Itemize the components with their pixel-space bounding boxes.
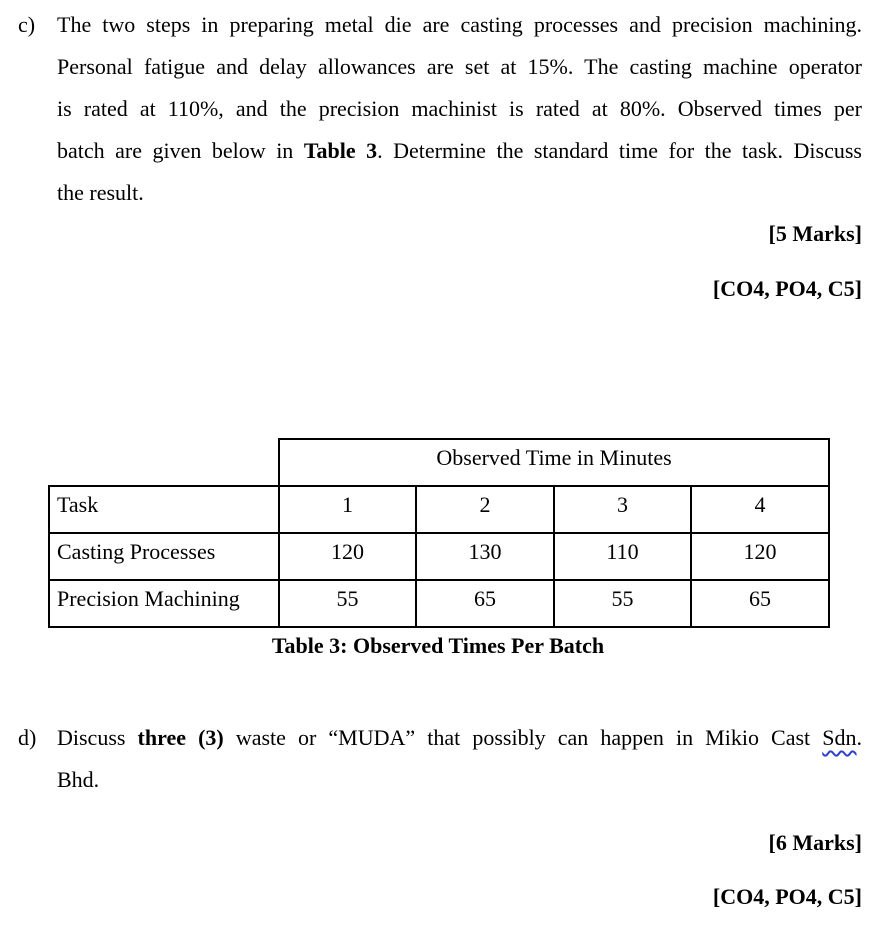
casting-processes-label-cell: Casting Processes xyxy=(49,533,279,580)
question-d xyxy=(18,717,862,801)
precision-value-3: 55 xyxy=(554,580,691,627)
question-c-line-2: Personal fatigue and delay allowances are set at 15%. The casting machine operator xyxy=(57,54,862,79)
question-c-line-4-post: . Determine the standard time for the task. Discuss xyxy=(377,138,862,163)
precision-value-2: 65 xyxy=(416,580,554,627)
question-d-label: d) xyxy=(18,725,37,750)
question-d-line-1-pre: Discuss xyxy=(57,725,138,750)
table-column-header-row xyxy=(49,486,829,533)
table-3-reference: Table 3 xyxy=(303,138,378,163)
sdn-spellcheck-text: Sdn xyxy=(822,725,857,750)
column-header-1: 1 xyxy=(279,486,416,533)
casting-value-2: 130 xyxy=(416,533,554,580)
question-d-paragraph xyxy=(57,717,862,801)
observed-times-table xyxy=(48,438,830,628)
question-d-outcomes: [CO4, PO4, C5] xyxy=(712,884,862,909)
casting-processes-row xyxy=(49,533,829,580)
precision-machining-row xyxy=(49,580,829,627)
question-d-line-1-end: . xyxy=(856,725,863,750)
casting-value-3: 110 xyxy=(554,533,691,580)
three-3-bold-text: three (3) xyxy=(137,725,224,750)
precision-value-4: 65 xyxy=(691,580,829,627)
question-d-line-1 xyxy=(57,717,862,759)
question-c-line-5: the result. xyxy=(57,180,144,205)
table-header-row xyxy=(49,439,829,486)
column-header-3: 3 xyxy=(554,486,691,533)
question-d-line-1-mid: waste or “MUDA” that possibly can happen in Mikio Cast xyxy=(223,725,823,750)
column-header-2: 2 xyxy=(416,486,554,533)
precision-machining-label-cell: Precision Machining xyxy=(49,580,279,627)
question-c-line-3: is rated at 110%, and the precision machinist is rated at 80%. Observed times per xyxy=(57,96,862,121)
question-c xyxy=(18,4,862,214)
question-c-line-4 xyxy=(57,130,862,172)
casting-value-4: 120 xyxy=(691,533,829,580)
casting-value-1: 120 xyxy=(279,533,416,580)
question-c-line-1: The two steps in preparing metal die are casting processes and precision machining. xyxy=(57,12,862,37)
question-d-line-2: Bhd. xyxy=(57,767,100,792)
question-c-paragraph xyxy=(57,4,862,214)
question-c-label: c) xyxy=(18,12,36,37)
blank-corner-cell xyxy=(49,439,279,486)
observed-time-header-cell: Observed Time in Minutes xyxy=(279,439,829,486)
column-header-4: 4 xyxy=(691,486,829,533)
precision-value-1: 55 xyxy=(279,580,416,627)
table-3-caption: Table 3: Observed Times Per Batch xyxy=(271,633,605,658)
question-c-marks: [5 Marks] xyxy=(768,221,862,246)
task-column-header-cell: Task xyxy=(49,486,279,533)
question-c-outcomes: [CO4, PO4, C5] xyxy=(712,276,862,301)
question-c-line-4-pre: batch are given below in xyxy=(57,138,304,163)
observed-times-table-wrap xyxy=(48,438,830,628)
question-d-marks: [6 Marks] xyxy=(768,830,862,855)
